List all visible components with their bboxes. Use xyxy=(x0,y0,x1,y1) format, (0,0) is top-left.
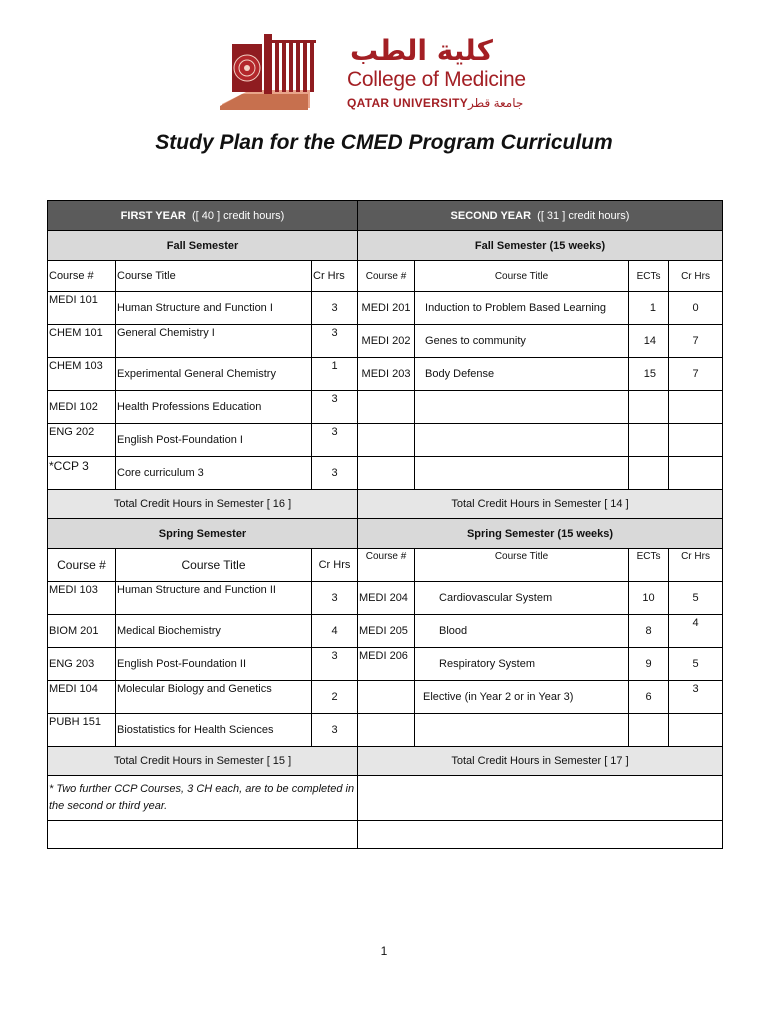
course-code: MEDI 102 xyxy=(48,391,116,424)
course-title: English Post-Foundation I xyxy=(116,424,312,457)
year-header-row xyxy=(48,201,723,231)
course-code: BIOM 201 xyxy=(48,615,116,648)
course-code: MEDI 104 xyxy=(48,681,116,714)
empty-cell xyxy=(415,457,629,490)
second-year-header xyxy=(358,201,723,231)
spring-semester-header-row xyxy=(48,519,723,549)
fall-column-header-row xyxy=(48,261,723,292)
course-code: ENG 203 xyxy=(48,648,116,681)
col-header-course-number: Course # xyxy=(358,261,415,292)
col-header-course-title: Course Title xyxy=(116,549,312,582)
empty-cell xyxy=(358,714,415,747)
course-title: Cardiovascular System xyxy=(415,582,629,615)
course-title: Induction to Problem Based Learning xyxy=(415,292,629,325)
second-year-credit: ([ 31 ] credit hours) xyxy=(537,209,630,222)
empty-cell xyxy=(358,457,415,490)
y2-spring-semester-label: Spring Semester (15 weeks) xyxy=(358,519,723,549)
empty-cell xyxy=(358,821,723,849)
course-title: Experimental General Chemistry xyxy=(116,358,312,391)
empty-cell xyxy=(629,391,669,424)
y2-spring-total: Total Credit Hours in Semester [ 17 ] xyxy=(358,747,723,776)
course-title: Molecular Biology and Genetics xyxy=(116,681,312,714)
spring-column-header-row xyxy=(48,549,723,582)
first-year-credit: ([ 40 ] credit hours) xyxy=(192,209,285,222)
second-year-label: SECOND YEAR xyxy=(450,209,532,222)
empty-cell xyxy=(415,391,629,424)
table-row xyxy=(48,292,723,325)
college-name: College of Medicine xyxy=(347,68,526,91)
table-row xyxy=(48,615,723,648)
empty-cell xyxy=(669,457,723,490)
table-row xyxy=(48,424,723,457)
credit-hours: 3 xyxy=(312,292,358,325)
table-row xyxy=(48,582,723,615)
ects: 8 xyxy=(629,615,669,648)
course-code xyxy=(358,681,415,714)
ects: 14 xyxy=(629,325,669,358)
course-code: ENG 202 xyxy=(48,424,116,457)
course-title: Body Defense xyxy=(415,358,629,391)
course-title: Genes to community xyxy=(415,325,629,358)
page-title: Study Plan for the CMED Program Curriculum xyxy=(155,131,613,154)
university-name-arabic: جامعة قطر xyxy=(468,96,524,110)
empty-cell xyxy=(415,714,629,747)
course-code: MEDI 203 xyxy=(358,358,415,391)
course-code: MEDI 201 xyxy=(358,292,415,325)
course-title: Health Professions Education xyxy=(116,391,312,424)
empty-cell xyxy=(669,714,723,747)
course-code: MEDI 204 xyxy=(358,582,415,615)
ects: 10 xyxy=(629,582,669,615)
col-header-course-title: Course Title xyxy=(116,261,312,292)
course-code: MEDI 101 xyxy=(48,292,116,325)
empty-cell xyxy=(629,714,669,747)
credit-hours: 1 xyxy=(312,358,358,391)
university-name xyxy=(347,96,523,110)
course-title: Core curriculum 3 xyxy=(116,457,312,490)
col-header-cr-hrs: Cr Hrs xyxy=(669,261,723,292)
credit-hours: 3 xyxy=(312,582,358,615)
col-header-ects: ECTs xyxy=(629,261,669,292)
empty-cell xyxy=(629,424,669,457)
course-code: MEDI 103 xyxy=(48,582,116,615)
footnote-row xyxy=(48,776,723,821)
empty-cell xyxy=(358,776,723,821)
page-number: 1 xyxy=(380,944,388,958)
course-code: PUBH 151 xyxy=(48,714,116,747)
credit-hours: 4 xyxy=(669,615,723,648)
course-code: *CCP 3 xyxy=(48,457,116,490)
credit-hours: 2 xyxy=(312,681,358,714)
y1-fall-total: Total Credit Hours in Semester [ 16 ] xyxy=(48,490,358,519)
course-title: English Post-Foundation II xyxy=(116,648,312,681)
table-row xyxy=(48,391,723,424)
col-header-cr-hrs: Cr Hrs xyxy=(312,549,358,582)
empty-cell xyxy=(358,391,415,424)
table-row xyxy=(48,457,723,490)
course-title: Medical Biochemistry xyxy=(116,615,312,648)
empty-cell xyxy=(629,457,669,490)
spring-total-row xyxy=(48,747,723,776)
credit-hours: 3 xyxy=(312,714,358,747)
ects: 6 xyxy=(629,681,669,714)
ects: 9 xyxy=(629,648,669,681)
university-name-english: QATAR UNIVERSITY xyxy=(347,96,469,110)
credit-hours: 3 xyxy=(312,325,358,358)
col-header-cr-hrs: Cr Hrs xyxy=(312,261,358,292)
course-title: Biostatistics for Health Sciences xyxy=(116,714,312,747)
empty-cell xyxy=(415,424,629,457)
y1-spring-total: Total Credit Hours in Semester [ 15 ] xyxy=(48,747,358,776)
fall-total-row xyxy=(48,490,723,519)
col-header-ects: ECTs xyxy=(629,549,669,582)
col-header-cr-hrs: Cr Hrs xyxy=(669,549,723,582)
col-header-course-title: Course Title xyxy=(415,261,629,292)
course-code: MEDI 202 xyxy=(358,325,415,358)
credit-hours: 0 xyxy=(669,292,723,325)
col-header-course-title: Course Title xyxy=(415,549,629,582)
course-code: CHEM 101 xyxy=(48,325,116,358)
credit-hours: 3 xyxy=(312,424,358,457)
college-logo xyxy=(220,32,550,112)
col-header-course-number: Course # xyxy=(358,549,415,582)
y2-fall-semester-label: Fall Semester (15 weeks) xyxy=(358,231,723,261)
table-row xyxy=(48,648,723,681)
empty-cell xyxy=(669,391,723,424)
col-header-course-number: Course # xyxy=(48,261,116,292)
ccp-footnote: * Two further CCP Courses, 3 CH each, are to be completed in the second or third year. xyxy=(48,776,358,821)
credit-hours: 3 xyxy=(312,391,358,424)
course-title: Blood xyxy=(415,615,629,648)
course-title: Human Structure and Function II xyxy=(116,582,312,615)
empty-cell xyxy=(669,424,723,457)
ects: 1 xyxy=(629,292,669,325)
credit-hours: 7 xyxy=(669,325,723,358)
credit-hours: 4 xyxy=(312,615,358,648)
credit-hours: 3 xyxy=(669,681,723,714)
credit-hours: 3 xyxy=(312,648,358,681)
col-header-course-number: Course # xyxy=(48,549,116,582)
blank-row xyxy=(48,821,723,849)
empty-cell xyxy=(358,424,415,457)
credit-hours: 7 xyxy=(669,358,723,391)
course-code: CHEM 103 xyxy=(48,358,116,391)
course-title: Respiratory System xyxy=(415,648,629,681)
course-code: MEDI 205 xyxy=(358,615,415,648)
table-row xyxy=(48,358,723,391)
course-code: MEDI 206 xyxy=(358,648,415,681)
study-plan-table xyxy=(47,200,723,849)
credit-hours: 5 xyxy=(669,648,723,681)
college-name-arabic: كلية الطب xyxy=(350,34,493,67)
credit-hours: 5 xyxy=(669,582,723,615)
course-title: General Chemistry I xyxy=(116,325,312,358)
table-row xyxy=(48,325,723,358)
credit-hours: 3 xyxy=(312,457,358,490)
y1-spring-semester-label: Spring Semester xyxy=(48,519,358,549)
y2-fall-total: Total Credit Hours in Semester [ 14 ] xyxy=(358,490,723,519)
y1-fall-semester-label: Fall Semester xyxy=(48,231,358,261)
empty-cell xyxy=(48,821,358,849)
table-row xyxy=(48,714,723,747)
course-title: Human Structure and Function I xyxy=(116,292,312,325)
table-row xyxy=(48,681,723,714)
college-logo-mark xyxy=(220,32,345,112)
first-year-header xyxy=(48,201,358,231)
ects: 15 xyxy=(629,358,669,391)
fall-semester-header-row xyxy=(48,231,723,261)
course-title: Elective (in Year 2 or in Year 3) xyxy=(415,681,629,714)
first-year-label: FIRST YEAR xyxy=(120,209,186,222)
